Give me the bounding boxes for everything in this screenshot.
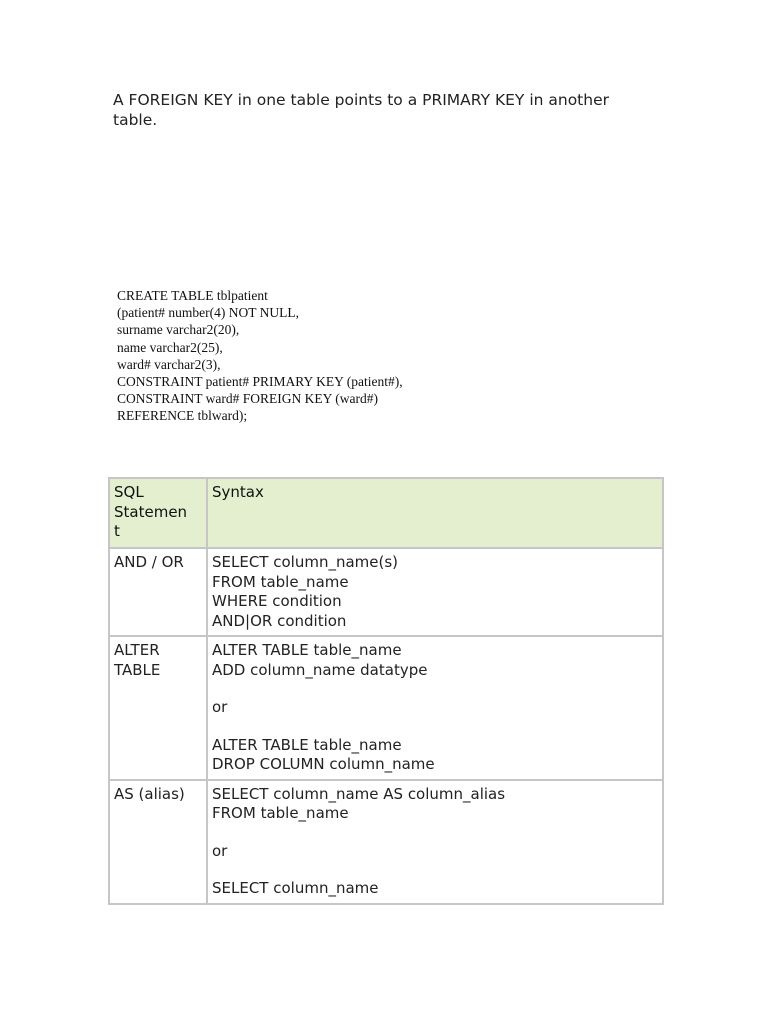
syntax-line: SELECT column_name (212, 879, 379, 897)
code-line: ward# varchar2(3), (117, 356, 221, 372)
code-line: (patient# number(4) NOT NULL, (117, 305, 299, 321)
syntax-line: ALTER TABLE table_name (212, 641, 402, 659)
syntax-line: ADD column_name datatype (212, 660, 428, 679)
code-line: REFERENCE tblward); (117, 408, 248, 424)
header-cell-statement (109, 478, 207, 548)
code-line: surname varchar2(20), (117, 322, 240, 338)
syntax-blank-line (212, 718, 658, 736)
syntax-line: FROM table_name (212, 804, 349, 822)
statement-line: TABLE (114, 660, 161, 679)
code-line: CONSTRAINT patient# PRIMARY KEY (patient#), (117, 374, 403, 390)
syntax-cell (207, 548, 663, 636)
statement-line: AS (alias) (114, 784, 185, 803)
header-syntax-label: Syntax (212, 483, 264, 501)
syntax-line: SELECT column_name AS column_alias (212, 784, 506, 803)
code-line: name varchar2(25), (117, 339, 223, 355)
syntax-line: AND|OR condition (212, 611, 347, 630)
syntax-blank-line (212, 824, 658, 842)
header-statement-line: SQL (114, 483, 144, 501)
syntax-line: or (212, 698, 228, 716)
syntax-line: ALTER TABLE table_name (212, 735, 402, 754)
syntax-blank-line (212, 680, 658, 698)
code-line: CONSTRAINT ward# FOREIGN KEY (ward#) (117, 391, 378, 407)
syntax-line: or (212, 841, 228, 860)
header-statement-line: t (114, 522, 120, 540)
create-table-code-block (117, 287, 403, 425)
intro-paragraph (113, 90, 673, 130)
syntax-cell (207, 780, 663, 904)
statement-line: AND / OR (114, 553, 184, 571)
table-row-as-alias (109, 780, 663, 904)
table-row-alter-table (109, 636, 663, 780)
syntax-cell (207, 636, 663, 780)
syntax-blank-line (212, 861, 658, 879)
syntax-line: FROM table_name (212, 572, 349, 591)
header-statement-line: Statemen (114, 502, 188, 521)
statement-cell (109, 780, 207, 904)
code-line: CREATE TABLE tblpatient (117, 288, 268, 303)
statement-cell (109, 548, 207, 636)
intro-line-2: table. (113, 111, 158, 129)
statement-cell (109, 636, 207, 780)
syntax-line: WHERE condition (212, 592, 342, 610)
syntax-line: DROP COLUMN column_name (212, 755, 435, 773)
sql-syntax-table (108, 477, 664, 905)
intro-line-1: A FOREIGN KEY in one table points to a PRIMARY KEY in another (113, 91, 609, 109)
table-header-row (109, 478, 663, 548)
statement-line: ALTER (114, 641, 160, 659)
syntax-line: SELECT column_name(s) (212, 553, 399, 571)
header-cell-syntax (207, 478, 663, 548)
table-row-and-or (109, 548, 663, 636)
